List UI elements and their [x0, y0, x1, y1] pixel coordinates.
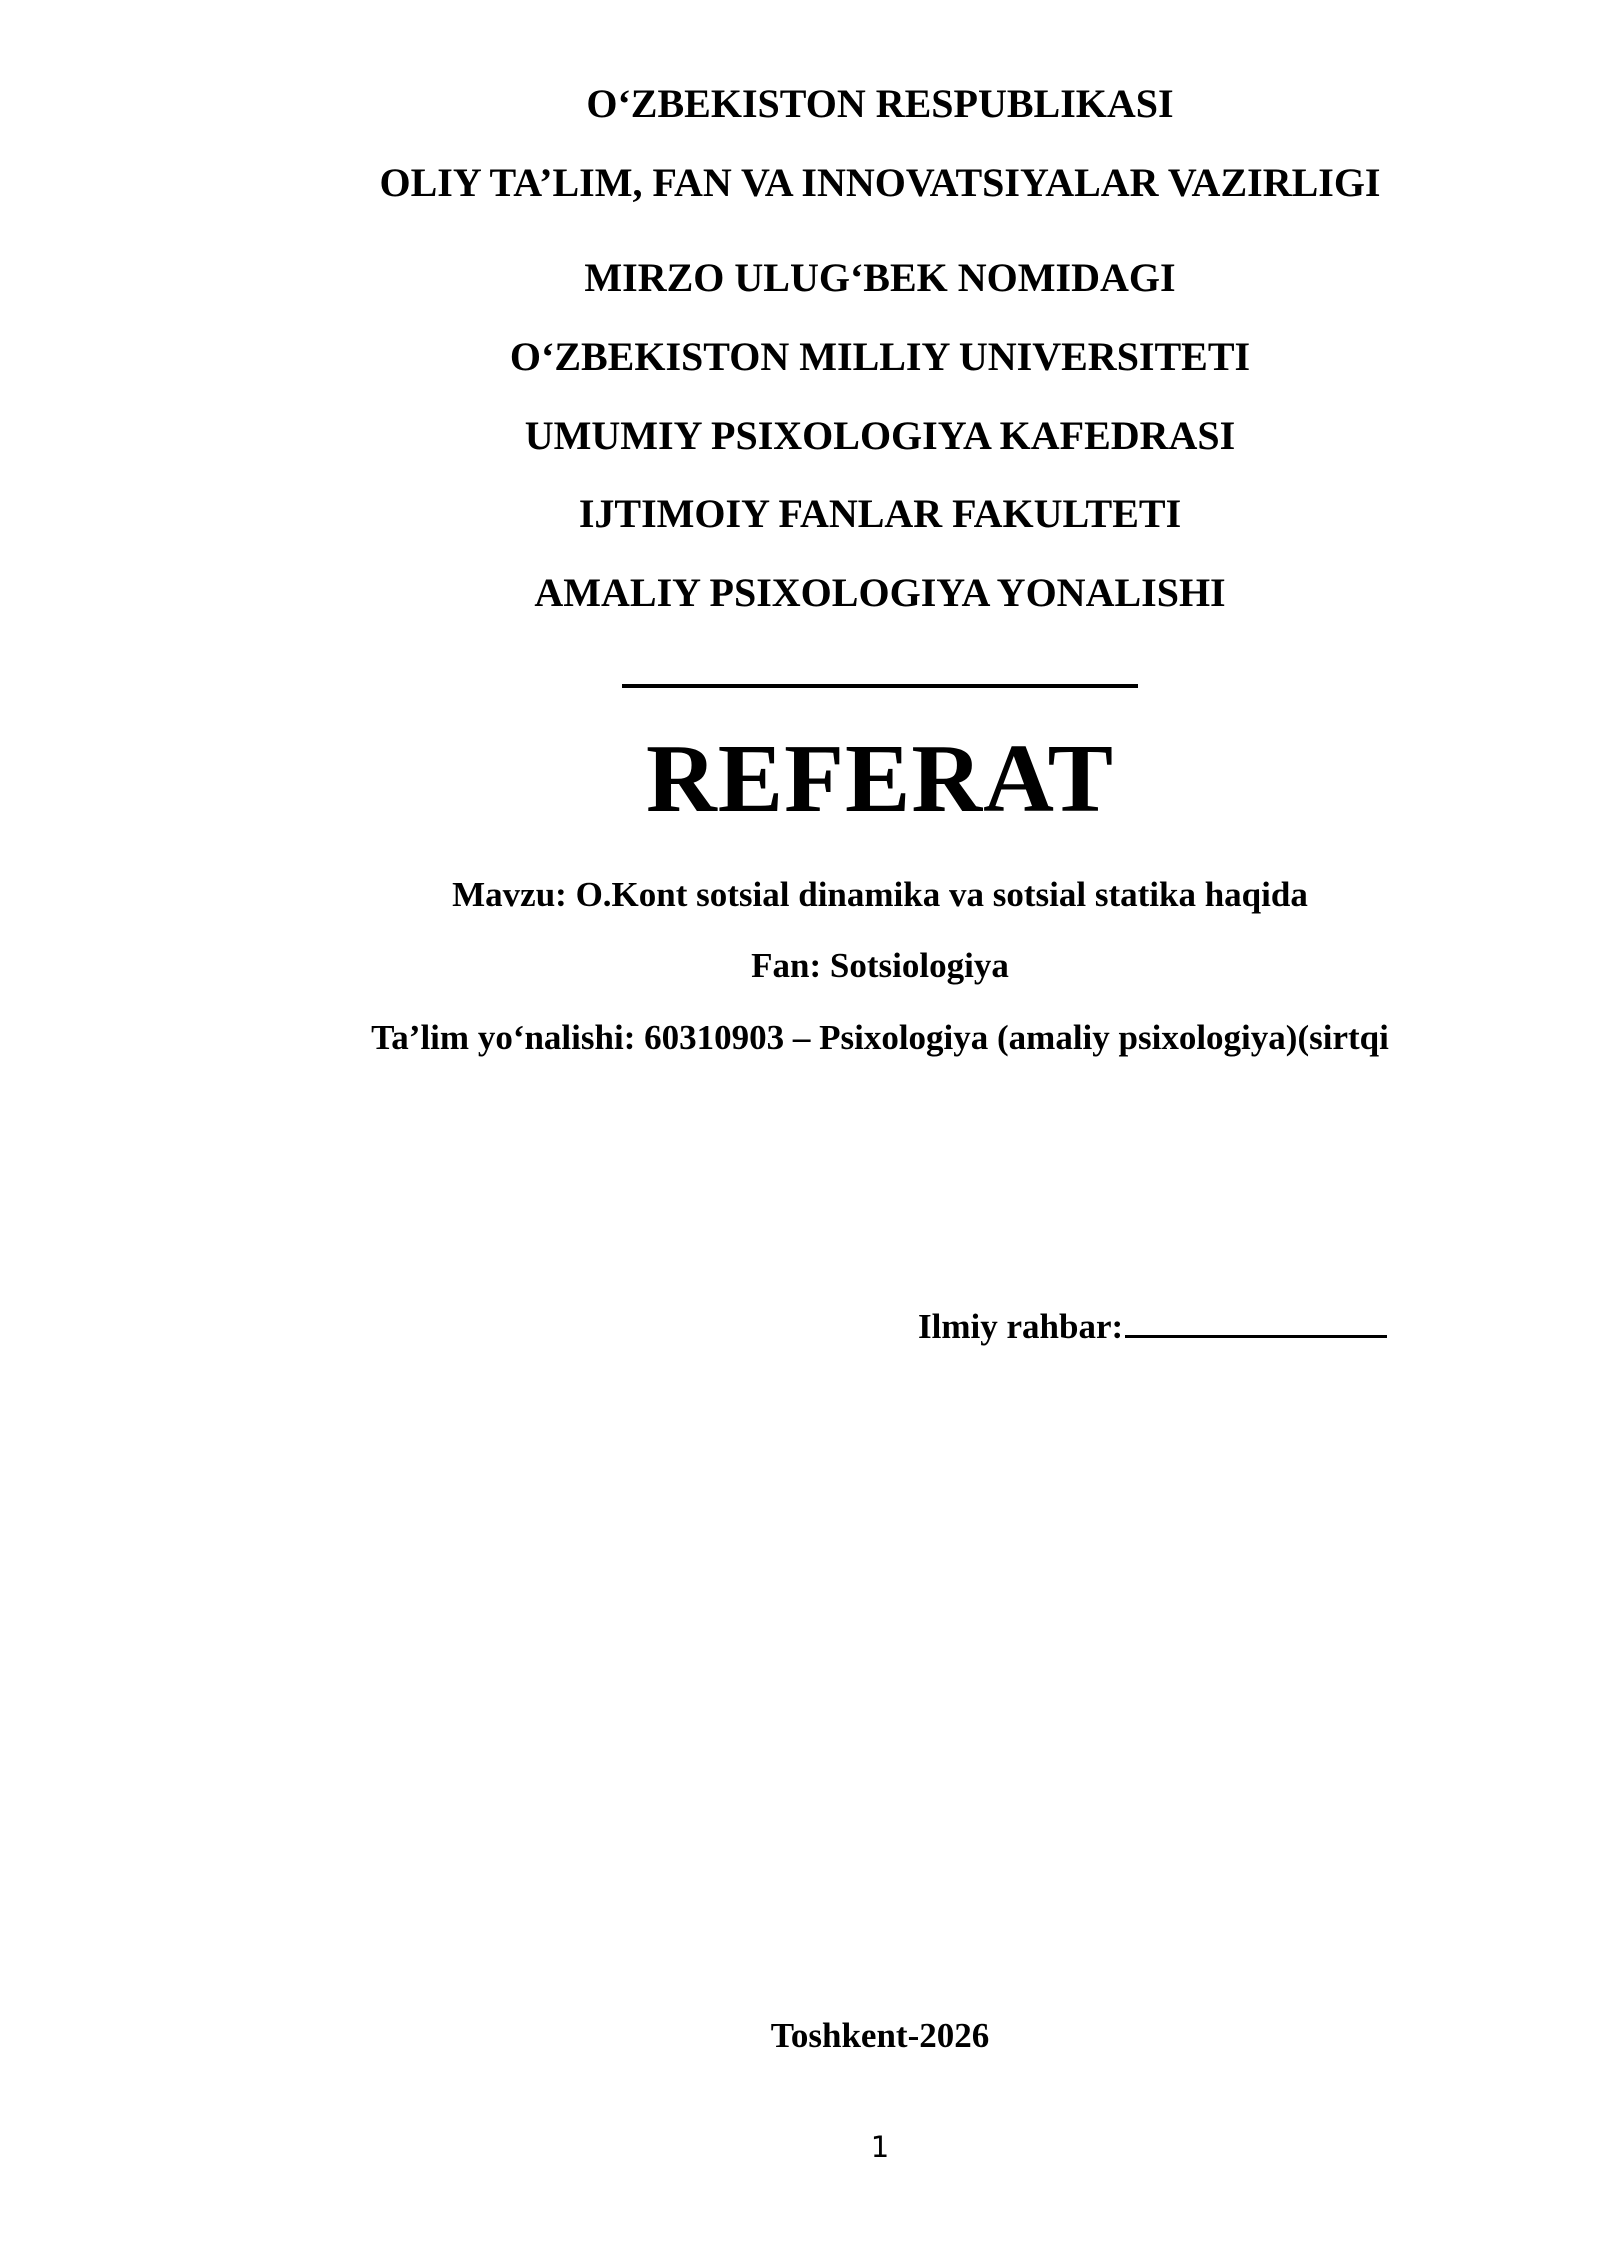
topic-line: Mavzu: O.Kont sotsial dinamika va sotsial statika haqida	[452, 875, 1308, 914]
header-divider	[622, 684, 1138, 688]
university-name-line-1: MIRZO ULUG‘BEK NOMIDAGI	[584, 255, 1176, 300]
ministry-heading: OLIY TA’LIM, FAN VA INNOVATSIYALAR VAZIRLIGI	[379, 160, 1381, 205]
country-heading: O‘ZBEKISTON RESPUBLIKASI	[586, 81, 1174, 126]
faculty-heading: IJTIMOIY FANLAR FAKULTETI	[578, 491, 1182, 536]
document-title: REFERAT	[645, 725, 1114, 833]
page-number: 1	[870, 2130, 890, 2164]
subject-line: Fan: Sotsiologiya	[751, 946, 1009, 985]
university-name-line-2: O‘ZBEKISTON MILLIY UNIVERSITETI	[509, 334, 1251, 379]
supervisor-field	[918, 1305, 1387, 1344]
city-year: Toshkent-2026	[770, 2016, 990, 2055]
supervisor-blank-line	[1125, 1305, 1387, 1338]
department-heading: UMUMIY PSIXOLOGIYA KAFEDRASI	[524, 413, 1236, 458]
direction-line: Ta’lim yo‘nalishi: 60310903 – Psixologiya (amaliy psixologiya)(sirtqi	[371, 1018, 1389, 1057]
supervisor-label: Ilmiy rahbar:	[918, 1307, 1124, 1346]
program-heading: AMALIY PSIXOLOGIYA YONALISHI	[534, 570, 1226, 615]
